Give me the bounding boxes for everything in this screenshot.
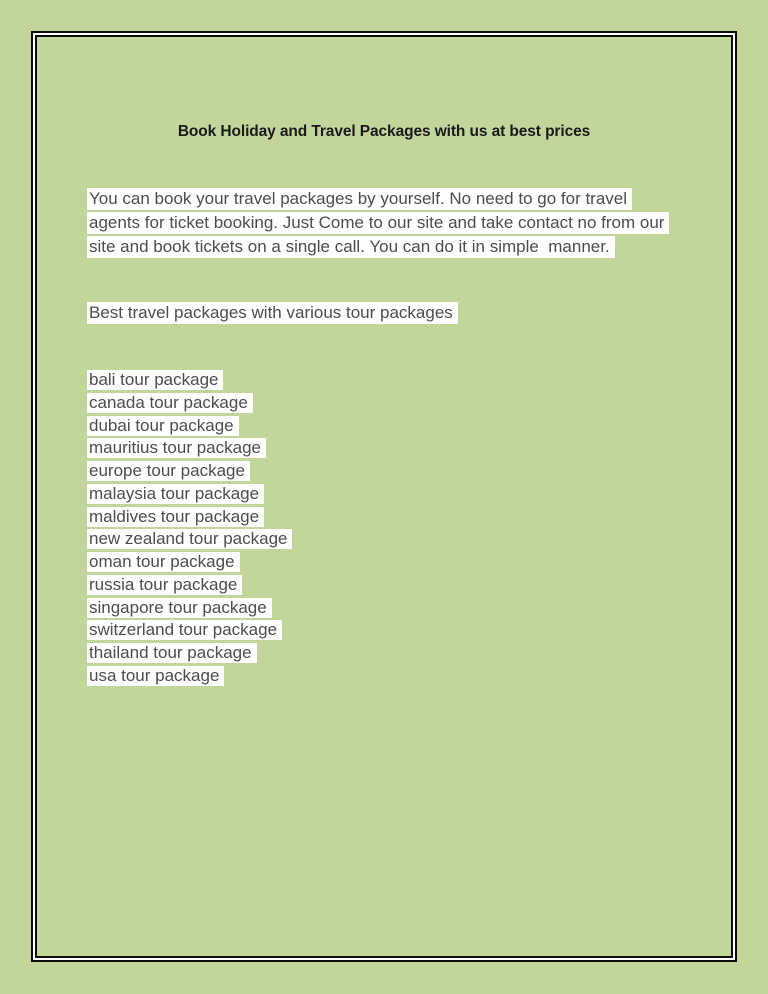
section-subtitle — [87, 301, 458, 325]
list-item: bali tour package — [87, 369, 292, 392]
list-item: thailand tour package — [87, 642, 292, 665]
list-item: europe tour package — [87, 460, 292, 483]
list-item: malaysia tour package — [87, 483, 292, 506]
paragraph-line: site and book tickets on a single call. You can do it in simple manner. — [87, 235, 669, 259]
list-item: switzerland tour package — [87, 619, 292, 642]
page-title: Book Holiday and Travel Packages with us at best prices — [177, 123, 591, 140]
list-item: russia tour package — [87, 574, 292, 597]
list-item: usa tour package — [87, 665, 292, 688]
list-item: canada tour package — [87, 392, 292, 415]
list-item: singapore tour package — [87, 597, 292, 620]
paragraph-line: You can book your travel packages by yourself. No need to go for travel — [87, 187, 669, 211]
list-item: new zealand tour package — [87, 528, 292, 551]
list-item: maldives tour package — [87, 506, 292, 529]
package-list — [87, 369, 292, 688]
list-item: mauritius tour package — [87, 437, 292, 460]
list-item: dubai tour package — [87, 415, 292, 438]
intro-paragraph — [87, 187, 669, 260]
list-item: oman tour package — [87, 551, 292, 574]
subtitle-line: Best travel packages with various tour packages — [87, 301, 458, 325]
paragraph-line: agents for ticket booking. Just Come to our site and take contact no from our — [87, 211, 669, 235]
